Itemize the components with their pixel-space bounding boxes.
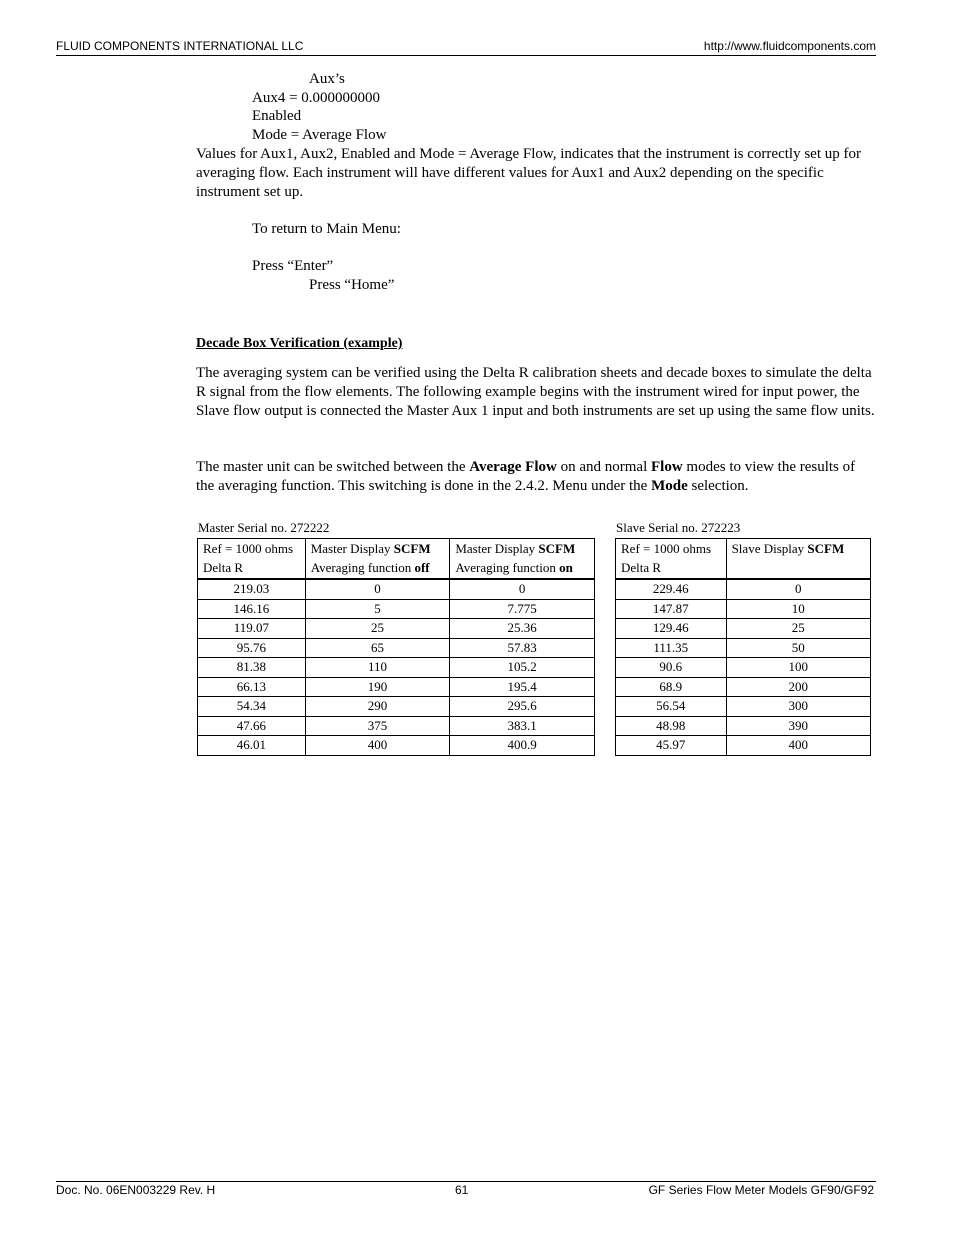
master-table — [197, 538, 595, 756]
master-table-header — [198, 539, 595, 580]
master-table-cell: 146.16 — [198, 599, 306, 619]
master-table-header-bold2: off — [414, 560, 430, 575]
table-row — [616, 658, 871, 678]
master-table-cell: 400.9 — [450, 736, 595, 756]
slave-table-cell: 147.87 — [616, 599, 727, 619]
table-row — [198, 697, 595, 717]
master-table-header-cell — [198, 539, 306, 580]
slave-table-cell: 111.35 — [616, 638, 727, 658]
p2-text-1: The master unit can be switched between the — [196, 459, 470, 475]
master-table-header-bold1: SCFM — [538, 541, 576, 556]
table-row — [198, 658, 595, 678]
footer-doc-number: Doc. No. 06EN003229 Rev. H — [56, 1183, 216, 1197]
table-row — [616, 638, 871, 658]
master-table-cell: 95.76 — [198, 638, 306, 658]
slave-table-cell: 100 — [726, 658, 870, 678]
slave-table-cell: 56.54 — [616, 697, 727, 717]
slave-table-header-cell — [616, 539, 727, 580]
slave-table-cell: 129.46 — [616, 619, 727, 639]
footer-page-number: 61 — [455, 1183, 469, 1197]
p2-bold-mode: Mode — [651, 478, 688, 494]
master-table-cell: 219.03 — [198, 579, 306, 599]
header-url[interactable]: http://www.fluidcomponents.com — [703, 39, 876, 53]
slave-table-header-cell — [726, 539, 870, 580]
master-table-cell: 119.07 — [198, 619, 306, 639]
slave-table-caption: Slave Serial no. 272223 — [616, 520, 741, 535]
slave-table-header-row — [616, 539, 871, 580]
master-table-header-line2: Averaging function — [310, 560, 415, 575]
aux-mode: Mode = Average Flow — [252, 127, 387, 143]
master-table-cell: 46.01 — [198, 736, 306, 756]
slave-table-cell: 300 — [726, 697, 870, 717]
section-title: Decade Box Verification (example) — [196, 336, 403, 351]
slave-table-cell: 48.98 — [616, 716, 727, 736]
master-table-cell: 295.6 — [450, 697, 595, 717]
master-table-cell: 375 — [305, 716, 450, 736]
master-table-header-row — [198, 539, 595, 580]
master-table-cell: 195.4 — [450, 677, 595, 697]
master-table-header-cell — [450, 539, 595, 580]
table-row — [616, 619, 871, 639]
master-table-cell: 7.775 — [450, 599, 595, 619]
slave-table-cell: 0 — [726, 579, 870, 599]
table-row — [198, 736, 595, 756]
slave-table-cell: 400 — [726, 736, 870, 756]
master-table-cell: 290 — [305, 697, 450, 717]
slave-table-cell: 68.9 — [616, 677, 727, 697]
slave-table-cell: 90.6 — [616, 658, 727, 678]
footer-rule — [56, 1181, 876, 1182]
master-table-cell: 25 — [305, 619, 450, 639]
master-table-header-bold1: SCFM — [393, 541, 431, 556]
paragraph-verification: The averaging system can be verified using the Delta R calibration sheets and decade boxes to simulate the delta R signal from the flow elements. The following example begins with the instrument wired for input power, the Slave flow output is connected the Master Aux 1 input and both instruments are set up using the same flow units. — [196, 365, 875, 419]
master-table-header-line1: Master Display — [455, 541, 539, 556]
return-step-enter: Press “Enter” — [252, 258, 334, 274]
slave-table-header-line1: Slave Display — [731, 541, 808, 556]
slave-table-cell: 10 — [726, 599, 870, 619]
aux-title: Aux’s — [309, 71, 345, 87]
table-row — [616, 599, 871, 619]
master-table-cell: 190 — [305, 677, 450, 697]
master-table-cell: 5 — [305, 599, 450, 619]
table-row — [616, 697, 871, 717]
p2-bold-average-flow: Average Flow — [469, 459, 557, 475]
return-intro: To return to Main Menu: — [252, 221, 401, 237]
master-table-cell: 66.13 — [198, 677, 306, 697]
p2-bold-flow: Flow — [651, 459, 683, 475]
slave-table-header-bold1: SCFM — [807, 541, 845, 556]
master-table-header-line2: Averaging function — [455, 560, 560, 575]
slave-table-cell: 200 — [726, 677, 870, 697]
header-company: FLUID COMPONENTS INTERNATIONAL LLC — [56, 39, 304, 53]
master-table-cell: 110 — [305, 658, 450, 678]
master-table-cell: 54.34 — [198, 697, 306, 717]
master-table-cell: 25.36 — [450, 619, 595, 639]
table-row — [616, 716, 871, 736]
master-table-cell: 57.83 — [450, 638, 595, 658]
master-table-cell: 105.2 — [450, 658, 595, 678]
slave-table-cell: 390 — [726, 716, 870, 736]
header-rule — [56, 55, 876, 56]
master-table-header-line1: Ref = 1000 ohms — [203, 541, 294, 556]
slave-table-body — [616, 579, 871, 755]
aux-enabled: Enabled — [252, 108, 302, 124]
p2-text-3: modes to view the results of the averaging function. This switching is done in the 2.4.2. Menu under the — [196, 459, 856, 494]
slave-table-cell: 229.46 — [616, 579, 727, 599]
table-row — [198, 638, 595, 658]
table-row — [616, 677, 871, 697]
footer-product: GF Series Flow Meter Models GF90/GF92 — [648, 1183, 874, 1197]
master-table-cell: 0 — [450, 579, 595, 599]
p2-text-2: on and normal — [556, 459, 651, 475]
table-row — [198, 716, 595, 736]
table-row — [198, 579, 595, 599]
master-table-header-line1: Master Display — [310, 541, 394, 556]
master-table-caption: Master Serial no. 272222 — [198, 520, 330, 535]
slave-table-header-line1: Ref = 1000 ohms — [621, 541, 712, 556]
master-table-cell: 0 — [305, 579, 450, 599]
paragraph-mode-switch — [196, 458, 876, 496]
table-row — [616, 736, 871, 756]
master-table-cell: 383.1 — [450, 716, 595, 736]
return-step-home: Press “Home” — [309, 277, 395, 293]
master-table-body — [198, 579, 595, 755]
p2-text-4: selection. — [687, 478, 749, 494]
table-row — [616, 579, 871, 599]
table-row — [198, 599, 595, 619]
master-table-cell: 47.66 — [198, 716, 306, 736]
master-table-header-line2: Delta R — [203, 560, 244, 575]
table-row — [198, 677, 595, 697]
slave-table — [615, 538, 871, 756]
aux4-value: Aux4 = 0.000000000 — [252, 90, 381, 106]
slave-table-header-line2: Delta R — [621, 560, 662, 575]
slave-table-cell: 45.97 — [616, 736, 727, 756]
table-row — [198, 619, 595, 639]
slave-table-header — [616, 539, 871, 580]
master-table-cell: 81.38 — [198, 658, 306, 678]
slave-table-cell: 50 — [726, 638, 870, 658]
values-paragraph: Values for Aux1, Aux2, Enabled and Mode = Average Flow, indicates that the instrument is correctly set up for averaging flow. Each instrument will have different values for Aux1 and Aux2 depending on the specific instrument set up. — [196, 146, 861, 200]
master-table-header-bold2: on — [559, 560, 573, 575]
slave-table-cell: 25 — [726, 619, 870, 639]
master-table-cell: 400 — [305, 736, 450, 756]
master-table-header-cell — [305, 539, 450, 580]
master-table-cell: 65 — [305, 638, 450, 658]
